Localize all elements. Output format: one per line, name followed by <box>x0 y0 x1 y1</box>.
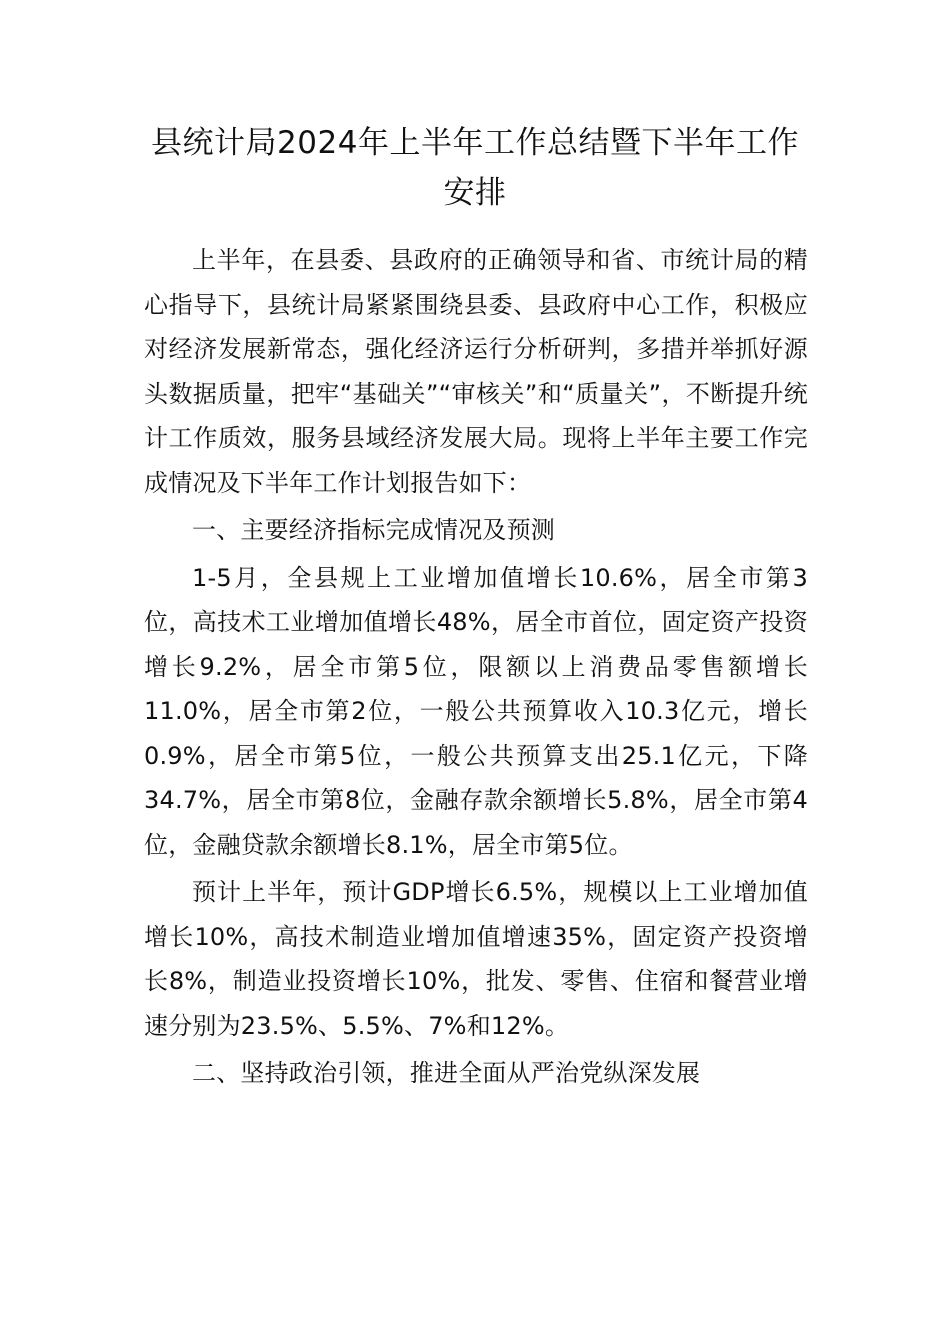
document-title: 县统计局2024年上半年工作总结暨下半年工作安排 <box>151 125 799 211</box>
section-heading-1: 一、主要经济指标完成情况及预测 <box>192 516 555 544</box>
section-heading-2: 二、坚持政治引领，推进全面从严治党纵深发展 <box>192 1059 701 1087</box>
document-body <box>144 238 808 1096</box>
indicators-paragraph: 1-5月，全县规上工业增加值增长10.6%，居全市第3位，高技术工业增加值增长48%，居全市首位，固定资产投资增长9.2%，居全市第5位，限额以上消费品零售额增长11.0%，居全市第2位，一般公共预算收入10.3亿元，增长0.9%，居全市第5位，一般公共预算支出25.1亿元，下降34.7%，居全市第8位，金融存款余额增长5.8%，居全市第4位，金融贷款余额增长8.1%，居全市第5位。 <box>144 563 808 859</box>
forecast-paragraph: 预计上半年，预计GDP增长6.5%，规模以上工业增加值增长10%，高技术制造业增加值增速35%，固定资产投资增长8%，制造业投资增长10%，批发、零售、住宿和餐营业增速分别为23.5%、5.5%、7%和12%。 <box>144 878 808 1040</box>
intro-paragraph: 上半年，在县委、县政府的正确领导和省、市统计局的精心指导下，县统计局紧紧围绕县委、县政府中心工作，积极应对经济发展新常态，强化经济运行分析研判，多措并举抓好源头数据质量，把牢“基础关”“审核关”和“质量关”，不断提升统计工作质效，服务县域经济发展大局。现将上半年主要工作完成情况及下半年工作计划报告如下： <box>144 246 808 497</box>
